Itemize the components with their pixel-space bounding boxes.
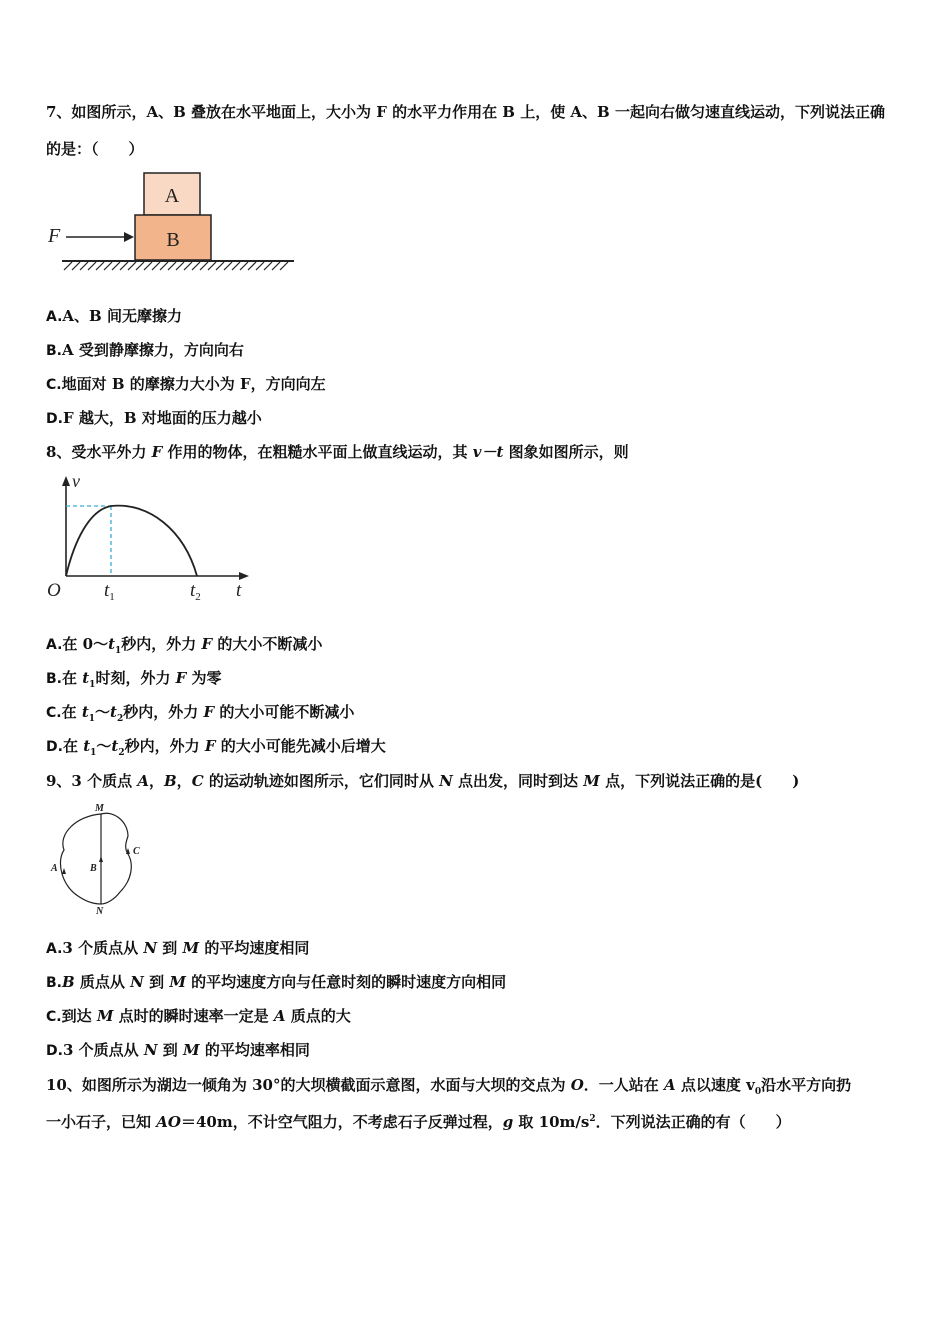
option-text: 到达 [61, 1007, 97, 1025]
option-var: t [83, 737, 91, 755]
stem-var-f: F [151, 443, 163, 461]
option-letter: B. [46, 343, 62, 359]
option-sub: 1 [88, 714, 96, 724]
stem-text: 点，下列说法正确的是( ) [599, 772, 800, 790]
stem-sup: 2 [589, 1114, 596, 1124]
label-c: C [133, 846, 140, 857]
option-var: N [143, 939, 158, 957]
option-var: N [143, 1041, 158, 1059]
option-text: 在 [62, 737, 84, 755]
option-letter: C. [46, 1009, 62, 1025]
option-letter: A. [46, 309, 63, 325]
option-text: A 受到静摩擦力，方向向右 [62, 341, 244, 359]
q7-stem-line2: 的是：（ ） [46, 140, 144, 158]
option-letter: B. [46, 975, 62, 991]
option-letter: D. [46, 411, 63, 427]
q8-vt-graph [44, 472, 254, 604]
t2-label [190, 580, 201, 603]
vt-curve [66, 506, 197, 576]
option-text: ～ [96, 737, 112, 755]
q7-stem-line1: 7、如图所示，A、B 叠放在水平地面上，大小为 F 的水平力作用在 B 上，使 A、B 一起向右做匀速直线运动，下列说法正确 [46, 103, 885, 121]
stem-text: ， [148, 772, 164, 790]
stem-var-vt: v－t [472, 443, 504, 461]
q7-option-c[interactable] [46, 373, 326, 394]
option-text: 秒内，外力 [123, 703, 204, 721]
label-a: A [51, 863, 58, 874]
option-text: 到 [143, 973, 170, 991]
q8-stem [46, 441, 629, 462]
q7-figure [44, 168, 300, 278]
stem-var: B [163, 772, 177, 790]
t-axis-arrowhead [239, 572, 249, 580]
option-var: A [273, 1007, 286, 1025]
option-sub: 2 [116, 714, 124, 724]
option-text: 3 个质点从 [62, 1041, 144, 1059]
q9-option-b[interactable] [46, 971, 506, 992]
stem-var: O [570, 1076, 584, 1094]
q8-option-d[interactable] [46, 735, 386, 758]
t2-sub: 2 [195, 591, 201, 603]
option-var: M [169, 973, 186, 991]
q7-option-d[interactable] [46, 407, 262, 428]
q8-option-b[interactable] [46, 667, 222, 690]
option-sub: 1 [115, 646, 122, 656]
t1-text: t [104, 580, 110, 601]
option-text: ～ [95, 703, 111, 721]
option-var: F [201, 635, 213, 653]
option-text: 秒内，外力 [121, 635, 202, 653]
stem-text: 图象如图所示，则 [503, 443, 629, 461]
stem-text: 点以速度 v [675, 1076, 755, 1094]
option-letter: C. [46, 705, 62, 721]
option-letter: B. [46, 671, 62, 687]
q9-trajectory-figure [46, 800, 156, 918]
option-var: M [96, 1007, 114, 1025]
stem-text: 8、受水平外力 [46, 443, 152, 461]
stem-text: 沿水平方向扔 [761, 1076, 852, 1094]
option-var: F [204, 737, 216, 755]
stem-text: 作用的物体，在粗糙水平面上做直线运动，其 [162, 443, 473, 461]
option-sub: 2 [118, 748, 125, 758]
block-a-label: A [164, 185, 180, 207]
stem-var: AO [156, 1113, 181, 1131]
option-text: 的大小可能先减小后增大 [215, 737, 386, 755]
t-axis-label: t [236, 580, 242, 601]
stem-var: N [439, 772, 453, 790]
option-text: 到 [157, 1041, 184, 1059]
option-text: 的平均速率相同 [199, 1041, 310, 1059]
stem-text: 9、3 个质点 [46, 772, 138, 790]
option-letter: A. [46, 941, 63, 957]
q9-option-c[interactable] [46, 1005, 351, 1026]
path-a [60, 814, 101, 904]
force-label: F [48, 225, 61, 247]
block-b-label: B [166, 229, 180, 251]
option-sub: 1 [89, 680, 96, 690]
stem-text: ， [176, 772, 192, 790]
option-text: 质点从 [74, 973, 131, 991]
stem-var: A [137, 772, 149, 790]
stem-sub: 0 [754, 1087, 762, 1097]
option-text: 的大小可能不断减小 [214, 703, 355, 721]
option-sub: 1 [90, 748, 97, 758]
option-var: t [81, 703, 89, 721]
stem-text: ．下列说法正确的有（ ） [595, 1113, 791, 1131]
arrow-a [62, 868, 66, 874]
stem-var: M [583, 772, 600, 790]
stem-var: C [191, 772, 204, 790]
option-text: 的平均速度相同 [199, 939, 310, 957]
stem-text: 的运动轨迹如图所示，它们同时从 [203, 772, 440, 790]
stem-text: ＝40m，不计空气阻力，不考虑石子反弹过程， [180, 1113, 503, 1131]
stem-var: g [502, 1113, 514, 1131]
option-var: M [182, 939, 200, 957]
option-text: 在 0～ [62, 635, 109, 653]
q10-stem-line1 [46, 1074, 851, 1097]
q8-option-c[interactable] [46, 701, 354, 724]
option-var: F [203, 703, 215, 721]
option-text: 秒内，外力 [124, 737, 205, 755]
v-axis-arrowhead [62, 476, 70, 486]
option-text: 到 [157, 939, 183, 957]
q9-option-d[interactable] [46, 1039, 310, 1060]
option-var: M [183, 1041, 200, 1059]
option-text: 在 [62, 669, 83, 687]
q7-option-b[interactable] [46, 339, 244, 360]
stem-text: 10、如图所示为湖边一倾角为 30°的大坝横截面示意图，水面与大坝的交点为 [46, 1076, 571, 1094]
label-m: M [95, 803, 104, 814]
t2-text: t [190, 580, 196, 601]
q9-option-a[interactable] [46, 937, 309, 958]
option-var: t [82, 669, 90, 687]
option-var: F [175, 669, 187, 687]
label-n: N [96, 906, 104, 917]
arrow-b [99, 856, 103, 862]
v-axis-label: v [72, 472, 80, 491]
option-var: t [108, 635, 116, 653]
q7-option-a[interactable] [46, 305, 182, 326]
option-text: F 越大，B 对地面的压力越小 [62, 409, 262, 427]
stem-var: A [664, 1076, 676, 1094]
option-letter: D. [46, 1043, 63, 1059]
t1-label [104, 580, 115, 603]
q8-option-a[interactable] [46, 633, 322, 656]
option-var: t [111, 737, 119, 755]
option-var: t [110, 703, 117, 721]
option-var: N [130, 973, 144, 991]
option-text: 在 [61, 703, 82, 721]
q9-stem [46, 770, 799, 791]
origin-label: O [47, 580, 61, 601]
option-text: 为零 [186, 669, 222, 687]
option-text: 质点的大 [285, 1007, 351, 1025]
t1-sub: 1 [109, 591, 115, 603]
ground-hatch [64, 262, 288, 270]
stem-text: 一小石子，已知 [46, 1113, 157, 1131]
option-text: 时刻，外力 [95, 669, 176, 687]
option-text: 的大小不断减小 [212, 635, 323, 653]
stem-text: 点出发，同时到达 [452, 772, 584, 790]
option-letter: C. [46, 377, 62, 393]
option-letter: A. [46, 637, 63, 653]
option-text: 点时的瞬时速率一定是 [113, 1007, 274, 1025]
stem-text: 取 10m/s [513, 1113, 590, 1131]
option-var: B [62, 973, 75, 991]
force-arrowhead [124, 232, 134, 242]
option-letter: D. [46, 739, 63, 755]
label-b: B [90, 863, 97, 874]
option-text: 3 个质点从 [62, 939, 144, 957]
option-text: 的平均速度方向与任意时刻的瞬时速度方向相同 [185, 973, 507, 991]
option-text: A、B 间无摩擦力 [62, 307, 182, 325]
path-c [101, 813, 131, 904]
q10-stem-line2 [46, 1111, 791, 1132]
option-text: 地面对 B 的摩擦力大小为 F，方向向左 [61, 375, 326, 393]
stem-text: ．一人站在 [583, 1076, 665, 1094]
